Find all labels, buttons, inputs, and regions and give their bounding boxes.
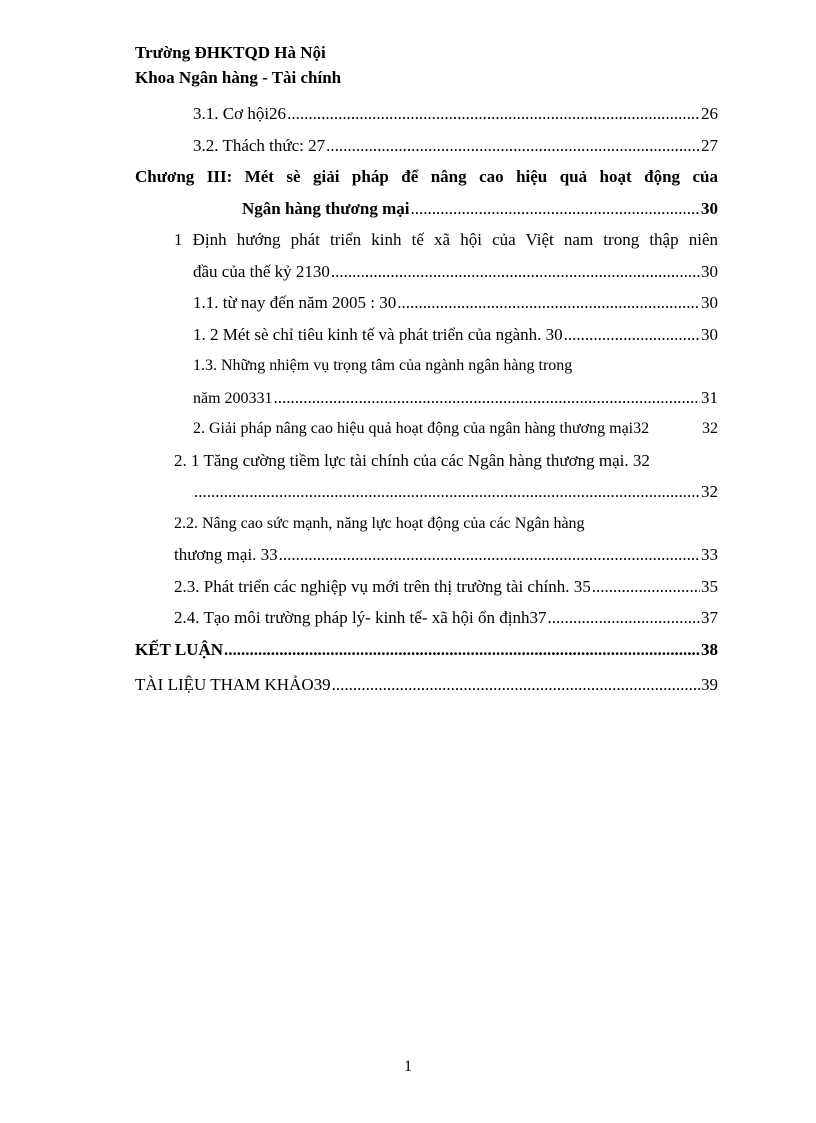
table-of-contents — [135, 98, 718, 701]
toc-entry-title-line1: 2. 1 Tăng cường tiềm lực tài chính của các Ngân hàng thương mại. 32 — [174, 450, 650, 470]
toc-entry[interactable] — [135, 287, 718, 319]
toc-entry-title: 2.4. Tạo môi trường pháp lý- kinh tế- xã hội ổn định37 — [174, 608, 547, 627]
toc-entry[interactable] — [135, 193, 718, 225]
toc-entry-title: năm 200331 — [193, 389, 273, 407]
toc-entry[interactable] — [135, 634, 718, 666]
toc-entry-title: TÀI LIỆU THAM KHẢO39 — [135, 675, 331, 694]
toc-page-number: 35 — [701, 576, 718, 596]
university-name: Trường ĐHKTQD Hà Nội — [135, 43, 326, 62]
toc-page-number: 37 — [701, 608, 718, 627]
toc-leader-dots — [224, 634, 700, 666]
toc-entry[interactable] — [135, 382, 718, 414]
toc-section-heading[interactable] — [135, 224, 718, 256]
toc-leader-dots — [194, 476, 700, 508]
toc-entry-title: Ngân hàng thương mại — [242, 198, 410, 218]
page-number: 1 — [404, 1058, 412, 1075]
toc-entry-title: 3.1. Cơ hội26 — [193, 104, 287, 123]
toc-entry-title: 3.2. Thách thức: 27 — [193, 135, 326, 155]
toc-chapter-heading[interactable] — [135, 161, 718, 193]
toc-leader-dots — [410, 193, 700, 225]
toc-entry[interactable] — [135, 669, 718, 701]
toc-entry-title: 2.3. Phát triển các nghiệp vụ mới trên thị trường tài chính. 35 — [174, 576, 591, 596]
toc-entry-title: 2. Giải pháp nâng cao hiệu quả hoạt động của ngân hàng thương mại32 — [193, 420, 650, 437]
toc-entry-title-line1: 1 Định hướng phát triển kinh tế xã hội của Việt nam trong thập niên — [174, 230, 718, 249]
toc-leader-dots — [287, 98, 700, 130]
toc-leader-dots — [332, 669, 700, 701]
toc-page-number: 30 — [701, 324, 718, 344]
toc-entry-title: 1. 2 Mét sè chỉ tiêu kinh tế và phát triển của ngành. 30 — [193, 324, 563, 344]
toc-entry-title: đầu của thế kỷ 2130 — [193, 261, 330, 281]
toc-page-number: 30 — [701, 293, 718, 312]
toc-entry[interactable] — [135, 539, 718, 571]
toc-page-number: 30 — [701, 261, 718, 281]
toc-entry[interactable] — [135, 571, 718, 603]
toc-leader-dots — [331, 256, 700, 288]
toc-leader-dots — [279, 539, 700, 571]
toc-page-number: 39 — [701, 675, 718, 694]
toc-entry[interactable] — [135, 319, 718, 351]
toc-entry[interactable] — [135, 98, 718, 130]
toc-section-heading[interactable] — [135, 350, 718, 382]
toc-leader-dots — [547, 602, 700, 634]
toc-section-heading[interactable] — [135, 445, 718, 477]
toc-page-number: 30 — [701, 198, 718, 218]
toc-section-heading[interactable] — [135, 508, 718, 540]
toc-leader-dots — [592, 571, 700, 603]
toc-page-number: 38 — [701, 639, 718, 659]
toc-entry-title: 1.1. từ nay đến năm 2005 : 30 — [193, 293, 397, 312]
toc-leader-dots — [564, 319, 700, 351]
toc-page-number: 33 — [701, 545, 718, 564]
toc-entry[interactable] — [135, 602, 718, 634]
toc-page-number: 31 — [701, 387, 718, 407]
toc-entry[interactable] — [135, 256, 718, 288]
toc-page-number: 26 — [701, 104, 718, 123]
toc-page-number: 32 — [701, 482, 718, 501]
toc-page-number: 32 — [702, 420, 718, 437]
toc-entry[interactable] — [135, 476, 718, 508]
document-header — [135, 40, 341, 90]
toc-entry[interactable] — [135, 413, 718, 445]
toc-leader-dots — [326, 130, 700, 162]
toc-entry[interactable] — [135, 130, 718, 162]
toc-entry-title: KẾT LUẬN — [135, 639, 224, 659]
toc-leader-dots — [397, 287, 700, 319]
toc-leader-dots — [274, 382, 700, 414]
toc-entry-title-line1: 1.3. Những nhiệm vụ trọng tâm của ngành ngân hàng trong — [193, 357, 573, 374]
toc-page-number: 27 — [701, 135, 718, 155]
toc-entry-title-line1: 2.2. Nâng cao sức mạnh, năng lực hoạt động của các Ngân hàng — [174, 514, 585, 532]
toc-entry-title: thương mại. 33 — [174, 545, 278, 564]
faculty-name: Khoa Ngân hàng - Tài chính — [135, 68, 342, 87]
toc-entry-title-line1: Chương III: Mét sè giải pháp để nâng cao hiệu quả hoạt động của — [135, 167, 718, 186]
